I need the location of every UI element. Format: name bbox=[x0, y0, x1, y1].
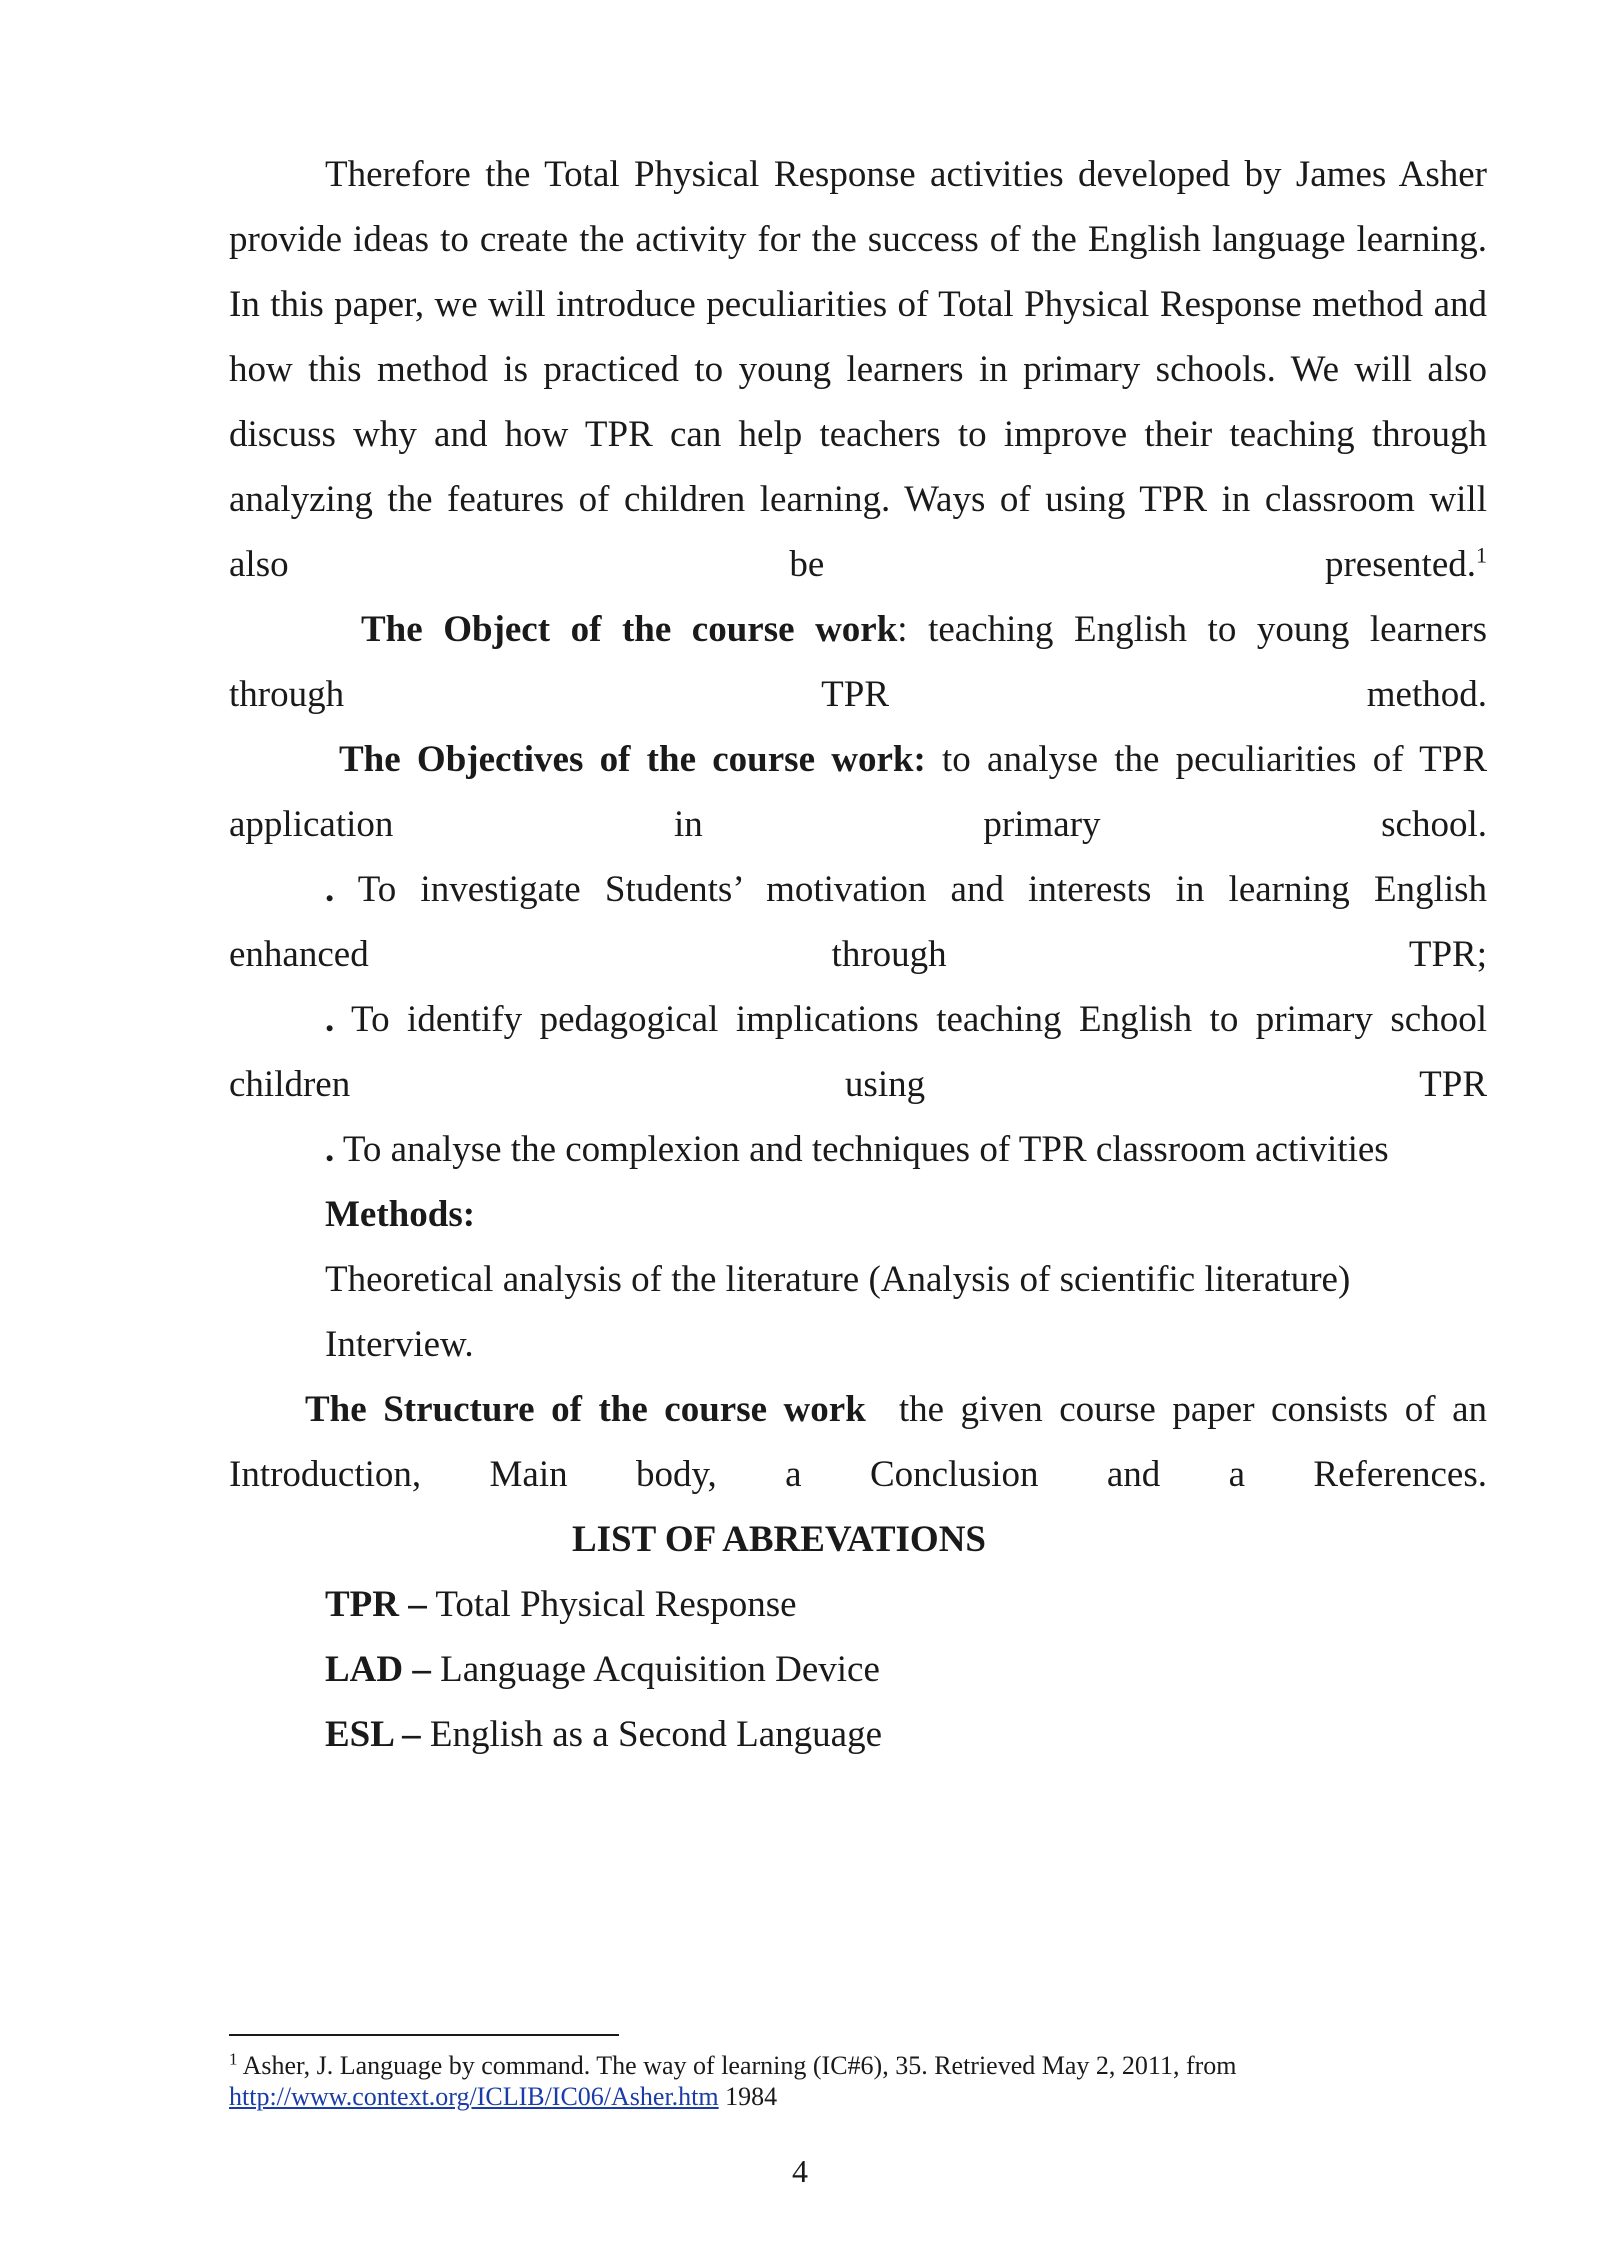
footnote-number: 1 bbox=[229, 2049, 238, 2069]
footnote-link[interactable]: http://www.context.org/ICLIB/IC06/Asher.htm bbox=[229, 2082, 719, 2111]
footnote-year: 1984 bbox=[718, 2082, 778, 2111]
method-item-text: Theoretical analysis of the literature (Analysis of scientific literature) bbox=[325, 1259, 1351, 1300]
objectives-text: to analyse the peculiarities of TPR application in primary school. bbox=[229, 739, 1487, 845]
object-text: : teaching English to young learners through TPR method. bbox=[229, 609, 1487, 715]
objectives-paragraph bbox=[229, 727, 1487, 857]
object-label: The Object of the course work bbox=[361, 609, 898, 650]
footnote-reference: 1 bbox=[1476, 542, 1487, 568]
abbreviation-item bbox=[325, 1572, 797, 1637]
abbreviation-term: LAD – bbox=[325, 1649, 431, 1690]
structure-paragraph bbox=[229, 1377, 1497, 1507]
abbreviation-term: ESL – bbox=[325, 1714, 421, 1755]
objective-item-text: To analyse the complexion and techniques of TPR classroom activities bbox=[334, 1129, 1389, 1170]
page-number: 4 bbox=[792, 2153, 808, 2189]
method-item bbox=[229, 1247, 1487, 1312]
objective-item bbox=[229, 857, 1487, 987]
abbreviation-meaning: English as a Second Language bbox=[420, 1714, 882, 1755]
abbreviation-term: TPR – bbox=[325, 1584, 427, 1625]
methods-label: Methods: bbox=[325, 1194, 476, 1235]
objective-item-text: To identify pedagogical implications teaching English to primary school children using TPR bbox=[229, 999, 1487, 1105]
bullet-marker: . bbox=[325, 999, 335, 1040]
footnote bbox=[229, 2050, 1479, 2112]
abbreviation-meaning: Total Physical Response bbox=[426, 1584, 797, 1625]
objective-item bbox=[229, 1117, 1487, 1182]
bullet-marker: . bbox=[325, 1129, 335, 1170]
objective-item-text: To investigate Students’ motivation and interests in learning English enhanced through TPR; bbox=[229, 869, 1487, 975]
footnote-separator bbox=[229, 2034, 619, 2036]
footnote-text: Asher, J. Language by command. The way of learning (IC#6), 35. Retrieved May 2, 2011, from bbox=[237, 2051, 1237, 2080]
method-item-text: Interview. bbox=[325, 1324, 474, 1365]
object-paragraph bbox=[229, 597, 1487, 727]
method-item bbox=[229, 1312, 1487, 1377]
objective-item bbox=[229, 987, 1487, 1117]
intro-paragraph bbox=[229, 142, 1487, 597]
methods-heading bbox=[229, 1182, 1487, 1247]
abbreviation-item bbox=[325, 1702, 882, 1767]
abbreviation-item bbox=[325, 1637, 880, 1702]
structure-text: the given course paper consists of an Introduction, Main body, a Conclusion and a References. bbox=[229, 1389, 1497, 1495]
abbreviations-heading: LIST OF ABREVATIONS bbox=[571, 1519, 986, 1560]
bullet-marker: . bbox=[325, 869, 335, 910]
objectives-label: The Objectives of the course work: bbox=[339, 739, 926, 780]
abbreviation-meaning: Language Acquisition Device bbox=[430, 1649, 880, 1690]
structure-label: The Structure of the course work bbox=[305, 1389, 866, 1430]
intro-text: Therefore the Total Physical Response activities developed by James Asher provide ideas to create the activity for the success of the English language learning. In this paper, we will introduce peculiarities of Total Physical Response method and how this method is practiced to young learners in primary schools. We will also discuss why and how TPR can help teachers to improve their teaching through analyzing the features of children learning. Ways of using TPR in classroom will also be presented. bbox=[229, 154, 1487, 585]
